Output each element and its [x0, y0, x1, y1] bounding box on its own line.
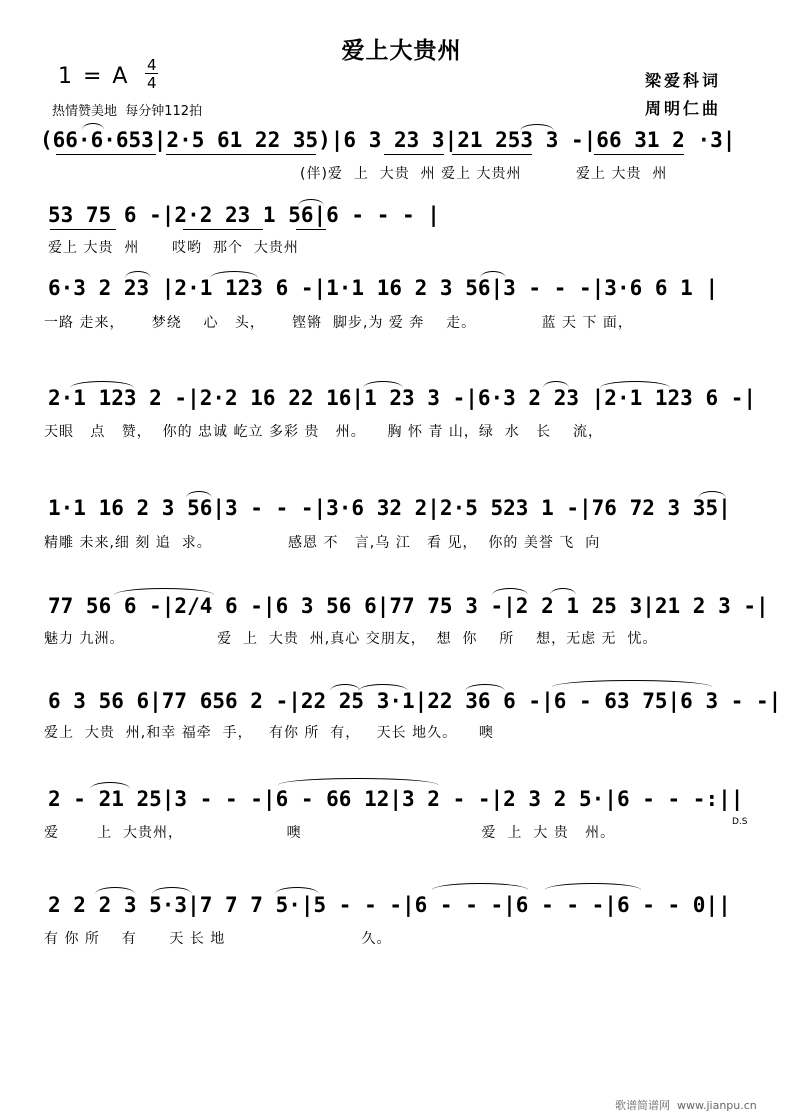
lyric-line-8: 爱 上 大贵州， 噢 爱 上 大 贵 州。 [44, 825, 616, 841]
tie-mark [480, 271, 506, 278]
tie-mark [600, 381, 670, 388]
music-line-4: 2·1 123 2 -|2·2 16 22 16|1 23 3 -|6·3 2 23 |2·1 123 6 -| [48, 386, 757, 410]
tie-mark [358, 684, 408, 691]
tie-mark [95, 887, 135, 894]
tie-mark [330, 684, 360, 691]
lyricist-credit: 梁爱科词 [645, 71, 722, 90]
music-line-1: (66·6·653|2·5 61 22 35)|6 3 23 3|21 253 3 -|66 31 2 ·3| [40, 128, 736, 152]
lyric-line-9: 有 你 所 有 天 长 地 久。 [44, 931, 392, 947]
music-line-5: 1·1 16 2 3 56|3 - - -|3·6 32 2|2·5 523 1 -|76 72 3 35| [48, 496, 731, 520]
tie-mark [210, 271, 258, 278]
beam-underline [166, 154, 316, 155]
music-line-9: 2 2 2 3 5·3|7 7 7 5·|5 - - -|6 - - -|6 - - -|6 - - 0|| [48, 893, 731, 917]
tie-mark [492, 588, 528, 595]
tie-mark [82, 123, 104, 130]
beam-underline [452, 154, 532, 155]
tie-mark [186, 491, 212, 498]
beam-underline [50, 229, 116, 230]
tie-mark [278, 778, 438, 785]
tie-mark [545, 883, 641, 890]
tie-mark [550, 588, 576, 595]
tie-mark [432, 883, 528, 890]
lyric-line-3: 一路 走来， 梦绕 心 头， 铿锵 脚步,为 爱 奔 走。 蓝 天 下 面， [44, 315, 633, 331]
watermark: 歌谱简谱网 www.jianpu.cn [615, 1099, 757, 1112]
lyric-line-1: (伴)爱 上 大贵 州 爱上 大贵州 爱上 大贵 州 [300, 166, 668, 182]
lyric-line-5: 精雕 未来,细 刻 追 求。 感恩 不 言,乌 江 看 见， 你的 美誉 飞 向 [44, 535, 601, 551]
tie-mark [363, 381, 403, 388]
beam-underline [296, 229, 326, 230]
lyric-line-2: 爱上 大贵 州 哎哟 那个 大贵州 [48, 240, 299, 256]
time-signature-bottom: 4 [147, 74, 157, 92]
music-line-3: 6·3 2 23 |2·1 123 6 -|1·1 16 2 3 56|3 - - -|3·6 6 1 | [48, 276, 719, 300]
time-signature-divider [145, 73, 158, 74]
tie-mark [698, 491, 726, 498]
time-signature-top: 4 [147, 56, 157, 74]
tie-mark [520, 124, 554, 131]
beam-underline [183, 229, 263, 230]
dal-segno-label: D.S [732, 817, 748, 827]
music-line-2: 53 75 6 -|2·2 23 1 56|6 - - - | [48, 203, 440, 227]
tie-mark [275, 887, 319, 894]
tie-mark [125, 271, 151, 278]
tie-mark [298, 199, 324, 206]
tie-mark [90, 782, 130, 789]
music-line-7: 6 3 56 6|77 656 2 -|22 25 3·1|22 36 6 -|6 - 63 75|6 3 - -| [48, 689, 782, 713]
lyric-line-7: 爱上 大贵 州,和幸 福牵 手， 有你 所 有， 天长 地久。 噢 [44, 725, 494, 741]
tie-mark [70, 381, 134, 388]
beam-underline [56, 154, 156, 155]
lyric-line-6: 魅力 九洲。 爱 上 大贵 州,真心 交朋友， 想 你 所 想，无虑 无 忧。 [44, 631, 658, 647]
tie-mark [465, 684, 505, 691]
tie-mark [152, 887, 192, 894]
music-line-8: 2 - 21 25|3 - - -|6 - 66 12|3 2 - -|2 3 2 5·|6 - - -:|| [48, 787, 744, 811]
beam-underline [384, 154, 444, 155]
song-title: 爱上大贵州 [341, 38, 462, 64]
composer-credit: 周明仁曲 [645, 99, 722, 118]
tie-mark [543, 381, 569, 388]
key-signature: 1 = A [58, 64, 130, 89]
music-line-6: 77 56 6 -|2/4 6 -|6 3 56 6|77 75 3 -|2 2 1 25 3|21 2 3 -| [48, 594, 769, 618]
lyric-line-4: 天眼 点 赞， 你的 忠诚 屹立 多彩 贵 州。 胸 怀 青 山，绿 水 长 流， [44, 424, 603, 440]
beam-underline [594, 154, 684, 155]
tie-mark [114, 588, 214, 595]
tie-mark [552, 680, 712, 687]
tempo-marking: 热情赞美地 每分钟112拍 [52, 104, 203, 119]
